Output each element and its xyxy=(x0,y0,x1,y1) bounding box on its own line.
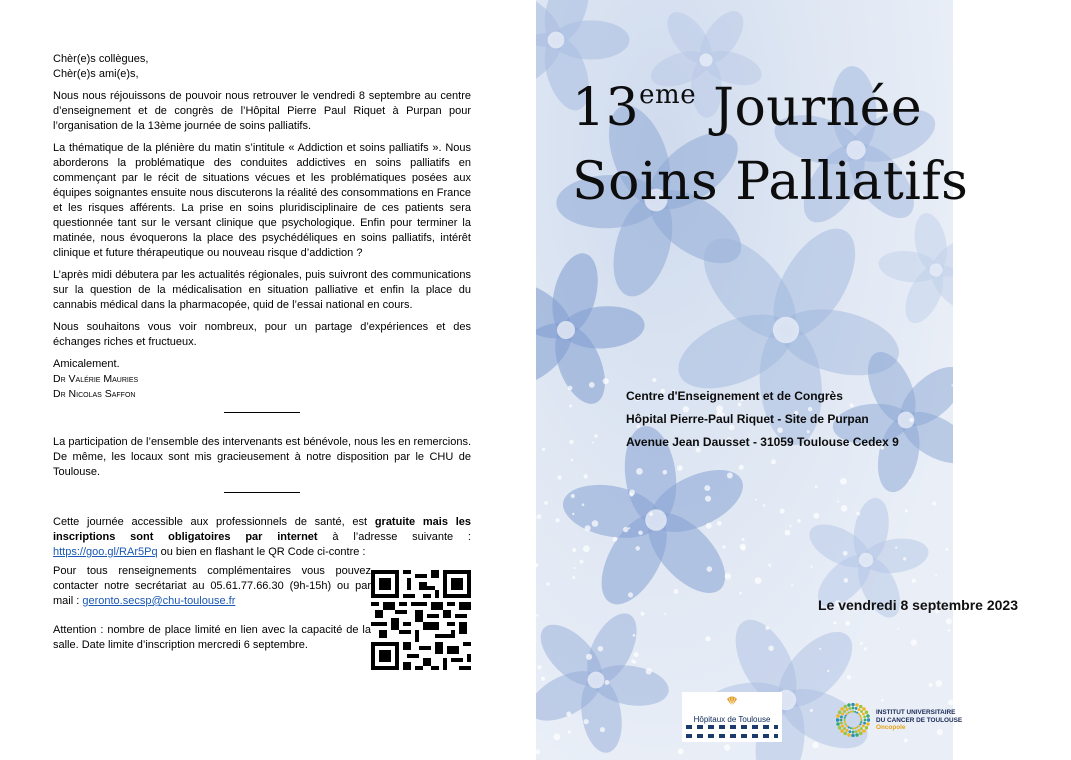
venue-address xyxy=(626,385,899,454)
greeting-line-1: Chèr(e)s collègues, xyxy=(53,53,149,65)
sparkle-dot xyxy=(909,479,911,481)
sparkle-dot xyxy=(537,665,541,669)
sparkle-dot xyxy=(664,613,666,615)
sparkle-dot xyxy=(797,519,800,522)
sparkle-dot xyxy=(946,618,952,624)
sparkle-dot xyxy=(572,548,576,552)
sparkle-dot xyxy=(546,582,549,585)
sparkle-dot xyxy=(592,442,594,444)
sparkle-dot xyxy=(722,545,725,548)
title-number: 13 xyxy=(572,78,640,138)
sparkle-dot xyxy=(649,512,653,516)
sparkle-dot xyxy=(905,509,908,512)
paragraph-welcome: Nous souhaitons vous voir nombreux, pour un partage d’expériences et des échanges riches et fructueux. xyxy=(53,321,471,348)
sparkle-dot xyxy=(571,494,575,498)
sparkle-dot xyxy=(704,485,710,491)
sparkle-dot xyxy=(755,499,757,501)
sparkle-dot xyxy=(598,646,603,651)
paragraph-morning: La thématique de la plénière du matin s’intitule « Addiction et soins palliatifs ». Nous aborderons la problématique des conduites addictives en soins palliatifs en commençant par le récit de situations vécues et les problématiques posées aux équipes soignantes ensuite nous discuterons la réalité des consommations en France et les risques afférents. La prise en soins pluridisciplinaire de ces patients sera questionnée tant sur le versant clinique que psychologique. Enfin pour terminer la matinée, nous évoquerons la place des psychédéliques en soins palliatifs, intérêt clinique et future thérapeutique ou nouveau risque d’addiction ? xyxy=(53,142,471,259)
sparkle-dot xyxy=(768,646,773,651)
registration-link[interactable]: https://goo.gl/RAr5Pq xyxy=(53,546,158,558)
venue-line-3: Avenue Jean Dausset - 31059 Toulouse Cedex 9 xyxy=(626,435,899,449)
sparkle-dot xyxy=(841,505,848,512)
sparkle-dot xyxy=(631,659,635,663)
sparkle-dot xyxy=(705,496,711,502)
contact-text-a: Pour tous renseignements complémentaires vous pouvez contacter notre secrétariat au 05.61.77.66.30 (9h-15h) ou par mail : xyxy=(53,565,371,607)
sparkle-dot xyxy=(569,440,573,444)
sparkle-dot xyxy=(739,465,744,470)
sparkle-dot xyxy=(628,592,633,597)
sparkle-dot xyxy=(582,503,585,506)
sparkle-dot xyxy=(640,612,644,616)
sparkle-dot xyxy=(569,405,572,408)
registration-bold: gratuite mais les inscriptions sont obligatoires par internet xyxy=(53,516,471,543)
sparkle-dot xyxy=(603,378,609,384)
separator-2 xyxy=(224,492,300,493)
venue-line-1: Centre d'Enseignement et de Congrès xyxy=(626,389,843,403)
venue-line-2: Hôpital Pierre-Paul Riquet - Site de Purpan xyxy=(626,412,869,426)
sparkle-dot xyxy=(813,513,819,519)
sparkle-dot xyxy=(638,530,643,535)
sparkle-dot xyxy=(741,546,746,551)
sparkle-dot xyxy=(628,527,630,529)
title-word: Journée xyxy=(713,78,923,138)
sparkle-dot xyxy=(843,551,848,556)
sparkle-dot xyxy=(724,744,730,750)
flower-shape xyxy=(536,606,672,756)
contact-email-link[interactable]: geronto.secsp@chu-toulouse.fr xyxy=(82,595,236,607)
sparkle-dot xyxy=(739,592,742,595)
iuct-oncopole-logo xyxy=(836,701,963,741)
sparkle-dot xyxy=(765,626,769,630)
sparkle-dot xyxy=(536,514,541,519)
sparkle-dot xyxy=(574,567,576,569)
hopitaux-logo-text: Hôpitaux de Toulouse xyxy=(693,715,771,724)
cover-white-margin xyxy=(953,0,1071,760)
sparkle-dot xyxy=(635,546,640,551)
sparkle-dot xyxy=(895,546,897,548)
sparkle-dot xyxy=(844,578,849,583)
sparkle-dot xyxy=(633,634,636,637)
sparkle-dot xyxy=(741,538,744,541)
contact-block xyxy=(53,564,471,670)
cover-title xyxy=(572,58,968,219)
sparkle-dot xyxy=(860,642,863,645)
sparkle-dot xyxy=(911,639,917,645)
iuct-line-3: Oncopole xyxy=(876,724,906,731)
sparkle-dot xyxy=(763,504,766,507)
contact-text xyxy=(53,564,371,670)
sparkle-dot xyxy=(755,577,762,584)
paragraph-registration xyxy=(53,515,471,560)
sparkle-dot xyxy=(536,563,538,567)
signature-1: Dr Valérie Mauries xyxy=(53,373,139,385)
hopitaux-toulouse-logo xyxy=(682,692,782,742)
sparkle-dot xyxy=(634,652,639,657)
sparkle-dot xyxy=(541,677,545,681)
sparkle-dot xyxy=(819,648,821,650)
sparkle-dot xyxy=(674,589,679,594)
iuct-line-2: DU CANCER DE TOULOUSE xyxy=(876,716,963,724)
sparkle-dot xyxy=(677,465,683,471)
sparkle-dot xyxy=(536,749,540,754)
sparkle-dot xyxy=(840,478,847,485)
sparkle-dot xyxy=(592,520,599,527)
signature-block xyxy=(53,357,471,402)
sparkle-dot xyxy=(571,459,574,462)
sparkle-dot xyxy=(707,566,713,572)
sparkle-dot xyxy=(945,548,948,551)
paragraph-attention: Attention : nombre de place limité en lien avec la capacité de la salle. Date limite d’inscription mercredi 6 septembre. xyxy=(53,624,371,651)
sparkle-dot xyxy=(717,521,722,526)
sparkle-dot xyxy=(856,512,860,516)
sparkle-dot xyxy=(815,485,818,488)
sparkle-dot xyxy=(663,470,668,475)
sparkle-dot xyxy=(566,711,571,716)
logo-dashes-top xyxy=(686,725,778,729)
sparkle-dot xyxy=(727,473,733,479)
sparkle-dot xyxy=(935,574,937,576)
cover-page xyxy=(536,0,1071,760)
sparkle-dot xyxy=(536,614,538,616)
sparkle-dot xyxy=(604,680,609,685)
iuct-line-1: INSTITUT UNIVERSITAIRE xyxy=(876,709,956,716)
sparkle-dot xyxy=(600,727,605,732)
shell-icon xyxy=(726,695,738,707)
iuct-logo-text xyxy=(876,709,962,732)
sparkle-dot xyxy=(833,621,836,624)
closing: Amicalement. xyxy=(53,358,120,370)
sparkle-dot xyxy=(847,675,852,680)
sparkle-dot xyxy=(584,719,589,724)
sparkle-dot xyxy=(768,564,771,567)
sparkle-dot xyxy=(897,628,899,630)
sparkle-dot xyxy=(652,378,656,382)
sparkle-dot xyxy=(827,670,829,672)
title-superscript: eme xyxy=(639,80,697,110)
sparkle-dot xyxy=(544,501,548,505)
registration-text-b: à l’adresse suivante : xyxy=(317,531,471,543)
sparkle-dot xyxy=(557,475,561,479)
sparkle-dot xyxy=(585,525,591,531)
logo-dashes-bottom xyxy=(686,734,778,738)
letter-body xyxy=(53,52,471,670)
sparkle-dot xyxy=(912,579,916,583)
separator-1 xyxy=(224,412,300,413)
sparkle-dot xyxy=(586,654,592,660)
sparkle-dot xyxy=(623,527,628,532)
paragraph-intro: Nous nous réjouissons de pouvoir nous retrouver le vendredi 8 septembre au centre d’enseignement et de congrès de l’Hôpital Pierre Paul Riquet à Purpan pour l’organisation de la 13ème journée de soins palliatifs. xyxy=(53,90,471,132)
sparkle-dot xyxy=(909,418,913,422)
sparkle-dot xyxy=(594,434,598,438)
paragraph-contact xyxy=(53,564,371,609)
sparkle-dot xyxy=(572,576,575,579)
sparkle-dot xyxy=(646,668,652,674)
sparkle-dot xyxy=(572,513,574,515)
greeting-line-2: Chèr(e)s ami(e)s, xyxy=(53,68,139,80)
sparkle-dot xyxy=(864,647,867,650)
sparkle-dot xyxy=(706,523,712,529)
sparkle-dot xyxy=(579,560,583,564)
sparkle-dot xyxy=(568,386,573,391)
title-line-2: Soins Palliatifs xyxy=(572,152,969,212)
sparkle-dot xyxy=(935,680,942,687)
registration-text-c: ou bien en flashant le QR Code ci-contre : xyxy=(157,546,366,558)
sparkle-dot xyxy=(629,493,633,497)
greeting xyxy=(53,52,471,82)
sparkle-dot xyxy=(903,557,906,560)
sparkle-dot xyxy=(932,501,936,505)
title-line-1 xyxy=(572,58,968,145)
signature-2: Dr Nicolas Saffon xyxy=(53,388,136,400)
sparkle-dot xyxy=(553,733,560,740)
sparkle-dot xyxy=(789,525,791,527)
sparkle-dot xyxy=(636,468,643,475)
sparkle-dot xyxy=(568,730,571,733)
sparkle-dot xyxy=(845,621,850,626)
sparkle-dot xyxy=(810,709,813,712)
sparkle-dot xyxy=(583,474,587,478)
sparkle-dot xyxy=(705,636,710,641)
sparkle-dot xyxy=(771,459,776,464)
sparkle-dot xyxy=(810,565,812,567)
paragraph-volunteers: La participation de l’ensemble des intervenants est bénévole, nous les en remercions. De même, les locaux sont mis gracieusement à notre disposition par le CHU de Toulouse. xyxy=(53,436,471,478)
sunburst-icon xyxy=(836,703,870,737)
sparkle-dot xyxy=(812,742,818,748)
sparkle-dot xyxy=(948,629,951,632)
sparkle-dot xyxy=(589,382,595,388)
sparkle-dot xyxy=(612,537,617,542)
flower-shape xyxy=(877,210,953,328)
sparkle-dot xyxy=(837,501,839,503)
sparkle-dot xyxy=(725,573,731,579)
sparkle-dot xyxy=(583,545,590,552)
sparkle-dot xyxy=(780,509,785,514)
sparkle-dot xyxy=(785,530,791,536)
qr-code-graphic xyxy=(371,570,471,670)
event-date: Le vendredi 8 septembre 2023 xyxy=(818,597,1018,613)
paragraph-afternoon: L’après midi débutera par les actualités régionales, puis suivront des communications sur la question de la médicalisation en situation palliative et enfin la place du cannabis médical dans la pharmacopée, quid de l’essai national en cours. xyxy=(53,269,471,311)
qr-code[interactable] xyxy=(371,570,471,670)
sparkle-dot xyxy=(791,584,793,586)
sparkle-dot xyxy=(542,448,545,451)
sparkle-dot xyxy=(678,748,684,754)
sparkle-dot xyxy=(928,683,932,687)
sparkle-dot xyxy=(555,518,559,522)
registration-text-a: Cette journée accessible aux professionnels de santé, est xyxy=(53,516,375,528)
